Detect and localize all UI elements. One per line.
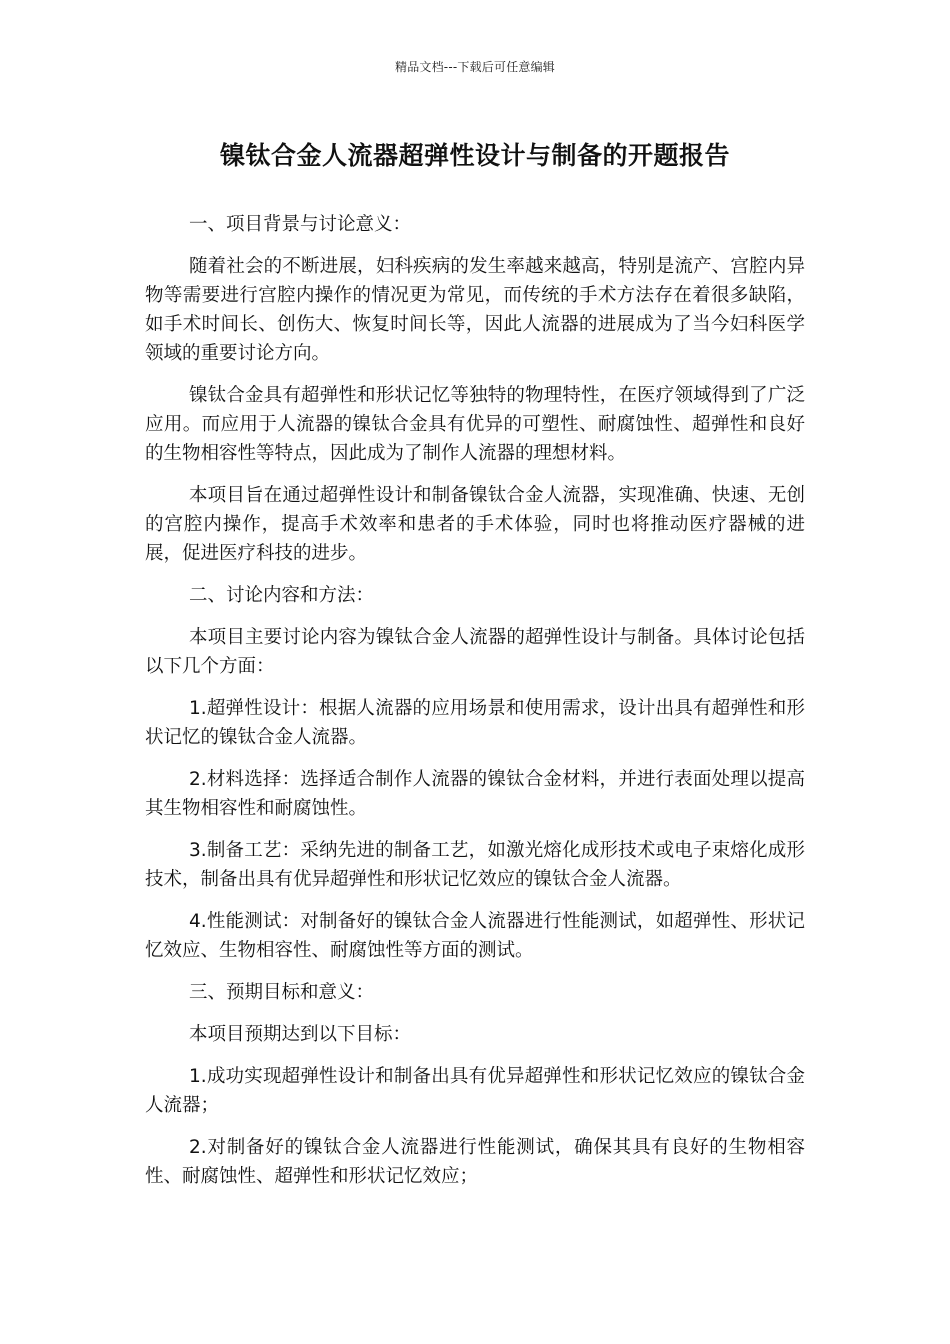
- document-title: 镍钛合金人流器超弹性设计与制备的开题报告: [219, 141, 730, 170]
- paragraph-background-3: 本项目旨在通过超弹性设计和制备镍钛合金人流器，实现准确、快速、无创的宫腔内操作，提高手术效率和患者的手术体验，同时也将推动医疗器械的进展，促进医疗科技的进步。: [145, 485, 805, 564]
- list-item-goals-2: 2.对制备好的镍钛合金人流器进行性能测试，确保其具有良好的生物相容性、耐腐蚀性、超弹性和形状记忆效应；: [145, 1137, 805, 1187]
- header-note: 精品文档---下载后可任意编辑: [395, 60, 555, 74]
- paragraph-background-1: 随着社会的不断进展，妇科疾病的发生率越来越高，特别是流产、宫腔内异物等需要进行宫腔内操作的情况更为常见，而传统的手术方法存在着很多缺陷，如手术时间长、创伤大、恢复时间长等，因此人流器的进展成为了当今妇科医学领域的重要讨论方向。: [145, 256, 805, 364]
- section-heading-background: 一、项目背景与讨论意义：: [189, 214, 412, 235]
- paragraph-background-2: 镍钛合金具有超弹性和形状记忆等独特的物理特性，在医疗领域得到了广泛应用。而应用于人流器的镍钛合金具有优异的可塑性、耐腐蚀性、超弹性和良好的生物相容性等特点，因此成为了制作人流器的理想材料。: [145, 385, 805, 464]
- paragraph-methods-intro: 本项目主要讨论内容为镍钛合金人流器的超弹性设计与制备。具体讨论包括以下几个方面：: [145, 627, 805, 677]
- list-item-goals-1: 1.成功实现超弹性设计和制备出具有优异超弹性和形状记忆效应的镍钛合金人流器；: [145, 1066, 805, 1116]
- document-body: [145, 210, 805, 1204]
- list-item-methods-4: 4.性能测试：对制备好的镍钛合金人流器进行性能测试，如超弹性、形状记忆效应、生物相容性、耐腐蚀性等方面的测试。: [145, 911, 805, 961]
- list-item-methods-2: 2.材料选择：选择适合制作人流器的镍钛合金材料，并进行表面处理以提高其生物相容性和耐腐蚀性。: [145, 769, 805, 819]
- paragraph-goals-intro: 本项目预期达到以下目标：: [189, 1024, 412, 1045]
- section-heading-goals: 三、预期目标和意义：: [189, 982, 375, 1003]
- list-item-methods-3: 3.制备工艺：采纳先进的制备工艺，如激光熔化成形技术或电子束熔化成形技术，制备出具有优异超弹性和形状记忆效应的镍钛合金人流器。: [145, 840, 805, 890]
- list-item-methods-1: 1.超弹性设计：根据人流器的应用场景和使用需求，设计出具有超弹性和形状记忆的镍钛合金人流器。: [145, 698, 805, 748]
- section-heading-methods: 二、讨论内容和方法：: [189, 585, 375, 606]
